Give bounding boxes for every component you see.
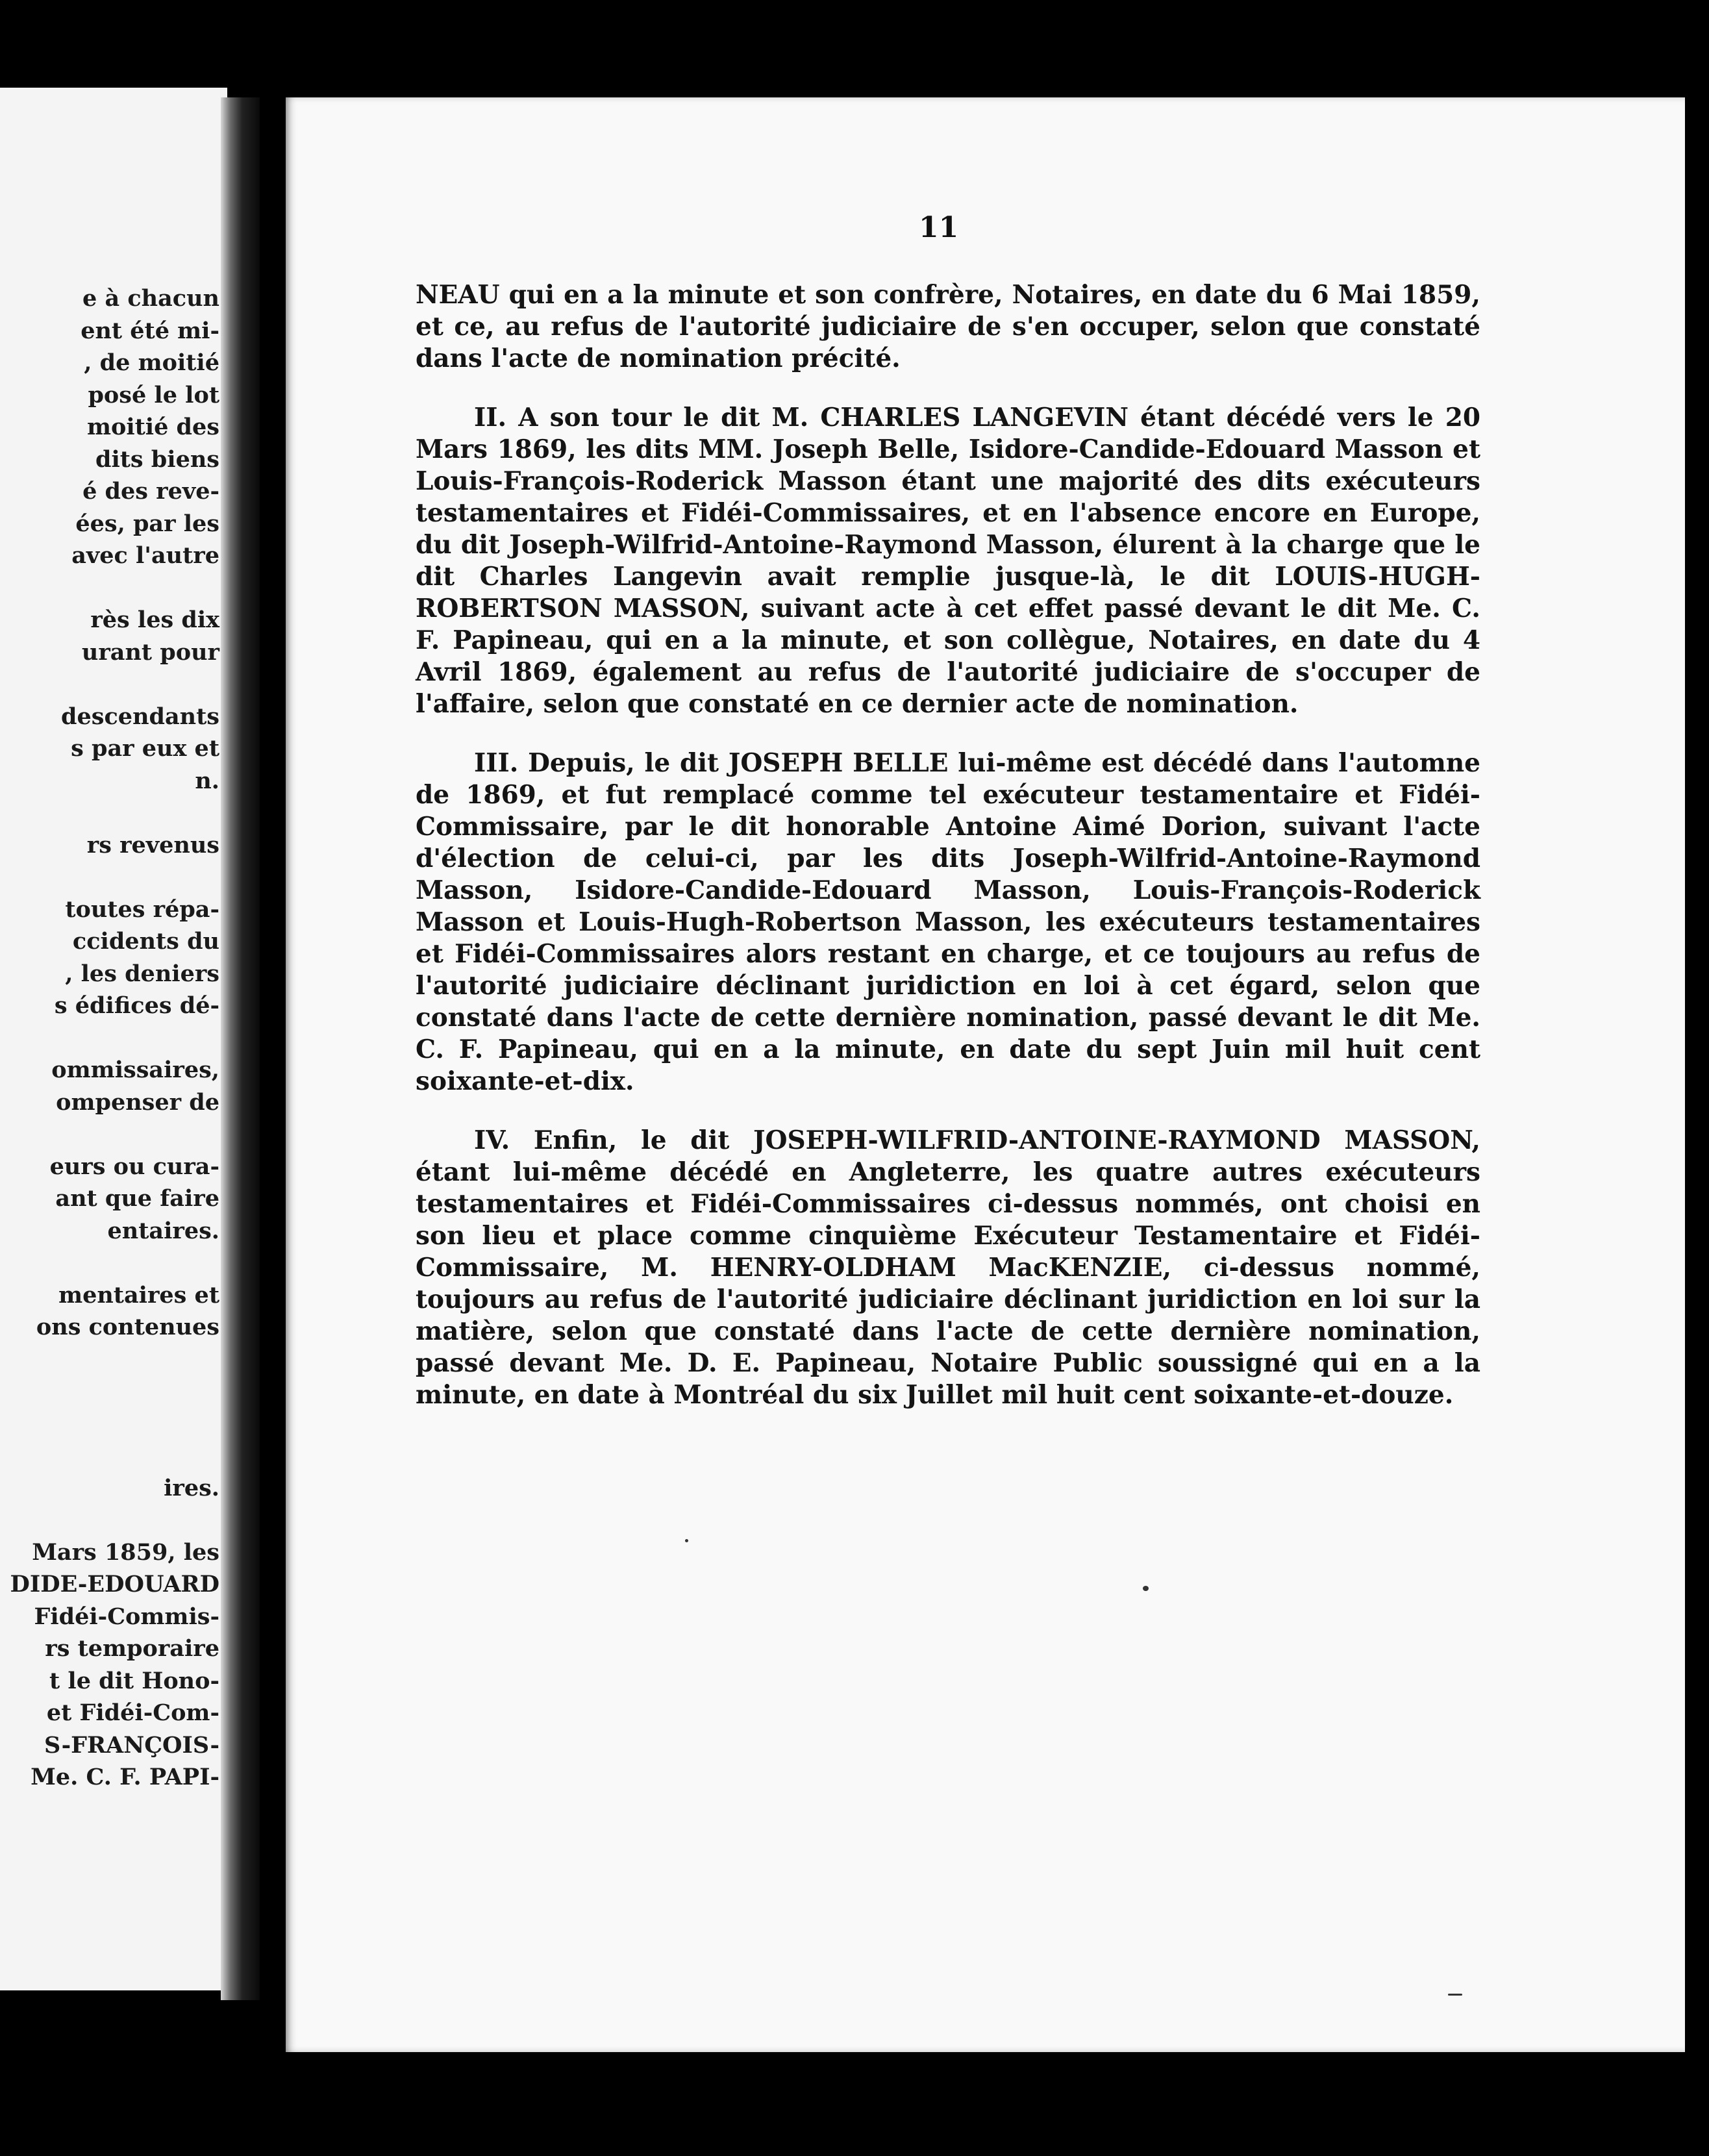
left-page-line: toutes répa- xyxy=(65,896,219,923)
right-border xyxy=(1685,97,1709,2052)
left-page-line: Me. C. F. PAPI- xyxy=(31,1764,219,1790)
left-page-line: é des reve- xyxy=(82,478,219,505)
left-page-line: DIDE-EDOUARD xyxy=(10,1571,219,1598)
left-page-line: S-FRANÇOIS- xyxy=(44,1731,219,1759)
paragraph-continuation: NEAU qui en a la minute et son confrère, Notaires, en date du 6 Mai 1859, et ce, au refus de l'autorité judiciaire de s'en occuper, selon que constaté dans l'acte de nomination précité. xyxy=(416,280,1480,373)
left-page-line: Mars 1859, les xyxy=(32,1538,219,1566)
left-page-line: , de moitié xyxy=(84,349,219,376)
left-page-line: mentaires et xyxy=(58,1281,219,1309)
left-page-line: dits biens xyxy=(95,445,219,473)
left-page-line: posé le lot xyxy=(88,381,219,408)
paragraph-iii: III. Depuis, le dit JOSEPH BELLE lui-même est décédé dans l'automne de 1869, et fut remplacé comme tel exécuteur testamentaire et Fidéi-Commissaire, par le dit honorable Antoine Aimé Dorion, suivant l'acte d'élection de celui-ci, par les dits Joseph-Wilfrid-Antoine-Raymond Masson, Isidore-Candide-Edouard Masson, Louis-François-Roderick Masson et Louis-Hugh-Robertson Masson, les exécuteurs testamentaires et Fidéi-Commissaires alors restant en charge, et ce toujours au refus de l'autorité judiciaire déclinant juridiction en loi à cet égard, selon que constaté dans l'acte de cette dernière nomination, passé devant le dit Me. C. F. Papineau, qui en a la minute, en date du sept Juin mil huit cent soixante-et-dix. xyxy=(416,748,1480,1096)
page-number: 11 xyxy=(919,211,959,244)
left-page-line: avec l'autre xyxy=(71,542,219,569)
left-page-line: , les deniers xyxy=(65,960,219,987)
left-page-line: ommissaires, xyxy=(51,1057,219,1083)
left-page-line: s édifices dé- xyxy=(54,992,219,1019)
left-page-line: ent été mi- xyxy=(81,317,219,344)
left-page-line: s par eux et xyxy=(71,735,219,762)
left-page-line: moitié des xyxy=(86,414,219,440)
paragraph-ii: II. A son tour le dit M. CHARLES LANGEVIN étant décédé vers le 20 Mars 1869, les dits MM. Joseph Belle, Isidore-Candide-Edouard Masson et Louis-François-Roderick Masson étant une majorité des dits exécuteurs testamentaires et Fidéi-Commissaires, et en l'absence encore en Europe, du dit Joseph-Wilfrid-Antoine-Raymond Masson, élurent à la charge que le dit Charles Langevin avait remplie jusque-là, le dit LOUIS-HUGH-ROBERTSON MASSON, suivant acte à cet effet passé devant le dit Me. C. F. Papineau, qui en a la minute, et son collègue, Notaires, en date du 4 Avril 1869, également au refus de l'autorité judiciaire de s'occuper de l'affaire, selon que constaté en ce dernier acte de nomination. xyxy=(416,403,1480,719)
left-page-line: ées, par les xyxy=(75,510,219,537)
left-page-line: rs temporaire xyxy=(45,1635,219,1662)
page-gutter xyxy=(221,97,260,2000)
left-page-line: e à chacun xyxy=(82,285,219,312)
left-page-line: ons contenues xyxy=(36,1314,219,1340)
left-page-line: Fidéi-Commis- xyxy=(34,1603,219,1630)
paragraph-iv: IV. Enfin, le dit JOSEPH-WILFRID-ANTOINE-RAYMOND MASSON, étant lui-même décédé en Angleterre, les quatre autres exécuteurs testamentaires et Fidéi-Commissaires ci-dessus nommés, ont choisi en son lieu et place comme cinquième Exécuteur Testamentaire et Fidéi-Commissaire, M. HENRY-OLDHAM MacKENZIE, ci-dessus nommé, toujours au refus de l'autorité judiciaire déclinant juridiction en loi sur la matière, selon que constaté dans l'acte de cette dernière nomination, passé devant Me. D. E. Papineau, Notaire Public soussigné qui en a la minute, en date à Montréal du six Juillet mil huit cent soixante-et-douze. xyxy=(416,1125,1480,1410)
left-page-line: descendants xyxy=(61,703,219,730)
left-page-line: ccidents du xyxy=(72,928,219,955)
left-page-line: entaires. xyxy=(107,1217,219,1244)
left-page-line: eurs ou cura- xyxy=(49,1153,219,1180)
left-page-line: rs revenus xyxy=(86,831,219,859)
scan-speck xyxy=(1143,1586,1149,1591)
left-page-line: t le dit Hono- xyxy=(49,1667,219,1694)
scan-speck xyxy=(1448,1994,1462,1996)
left-page-line: et Fidéi-Com- xyxy=(46,1699,219,1726)
left-page-line: n. xyxy=(195,767,219,794)
scan-speck xyxy=(685,1539,688,1542)
left-page-line: ires. xyxy=(164,1474,219,1501)
left-page-line: ompenser de xyxy=(56,1088,219,1116)
document-body xyxy=(416,279,1480,1438)
left-page-line: urant pour xyxy=(81,638,219,666)
left-facing-page xyxy=(0,88,227,1990)
left-page-line: rès les dix xyxy=(90,607,219,633)
left-page-line: ant que faire xyxy=(55,1185,219,1212)
